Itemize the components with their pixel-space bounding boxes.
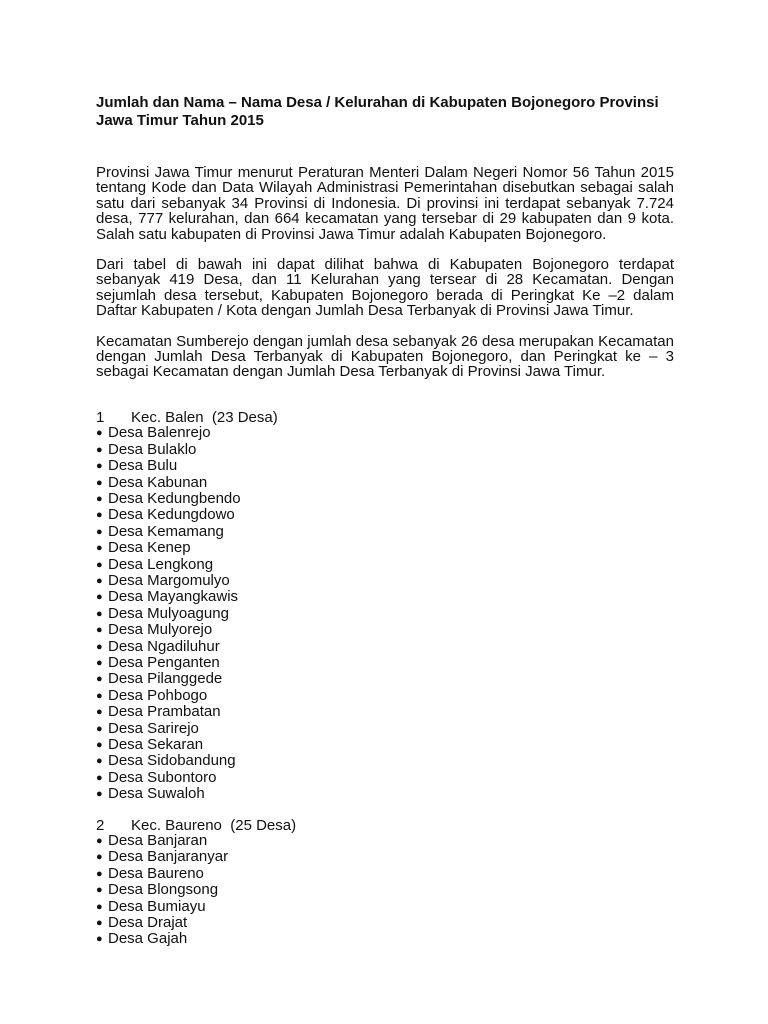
bullet-icon: ● xyxy=(96,900,103,913)
desa-name: Desa Kedungdowo xyxy=(108,506,235,524)
desa-name: Desa Sarirejo xyxy=(108,719,199,737)
bullet-icon: ● xyxy=(96,867,103,880)
desa-name: Desa Pilanggede xyxy=(108,670,223,688)
desa-name: Desa Banjaranyar xyxy=(108,848,229,866)
desa-list-item xyxy=(96,899,674,915)
bullet-icon: ● xyxy=(96,755,103,768)
desa-name: Desa Subontoro xyxy=(108,768,217,786)
desa-list-item xyxy=(96,931,674,947)
desa-list-item xyxy=(96,589,674,605)
bullet-icon: ● xyxy=(96,933,103,946)
desa-list-item xyxy=(96,622,674,638)
desa-name: Desa Bulu xyxy=(108,457,178,475)
desa-list-item xyxy=(96,753,674,769)
desa-name: Desa Lengkong xyxy=(108,555,214,573)
kecamatan-name: Kec. Balen (23 Desa) xyxy=(131,408,278,426)
bullet-icon: ● xyxy=(96,673,103,686)
desa-name: Desa Baureno xyxy=(108,864,204,882)
desa-list-item xyxy=(96,704,674,720)
bullet-icon: ● xyxy=(96,476,103,489)
desa-name: Desa Sidobandung xyxy=(108,752,236,770)
desa-name: Desa Penganten xyxy=(108,653,220,671)
desa-list-item xyxy=(96,606,674,622)
bullet-icon: ● xyxy=(96,835,103,848)
desa-list-item xyxy=(96,540,674,556)
desa-name: Desa Bulaklo xyxy=(108,440,197,458)
desa-list-item xyxy=(96,721,674,737)
desa-name: Desa Gajah xyxy=(108,930,188,948)
desa-list-item xyxy=(96,688,674,704)
bullet-icon: ● xyxy=(96,771,103,784)
desa-list-item xyxy=(96,833,674,849)
bullet-icon: ● xyxy=(96,525,103,538)
bullet-icon: ● xyxy=(96,739,103,751)
desa-name: Desa Kemamang xyxy=(108,522,224,540)
desa-name: Desa Bumiayu xyxy=(108,897,206,915)
desa-list-item xyxy=(96,425,674,441)
desa-list xyxy=(96,833,674,948)
bullet-icon: ● xyxy=(96,460,103,473)
bullet-icon: ● xyxy=(96,492,103,505)
desa-list-item xyxy=(96,507,674,523)
bullet-icon: ● xyxy=(96,443,103,456)
desa-list xyxy=(96,425,674,802)
desa-name: Desa Mulyorejo xyxy=(108,621,213,639)
desa-name: Desa Kabunan xyxy=(108,473,208,491)
desa-name: Desa Kedungbendo xyxy=(108,489,241,507)
desa-name: Desa Drajat xyxy=(108,914,188,932)
bullet-icon: ● xyxy=(96,689,103,702)
bullet-icon: ● xyxy=(96,624,103,637)
desa-list-item xyxy=(96,475,674,491)
desa-name: Desa Mayangkawis xyxy=(108,588,239,606)
desa-name: Desa Prambatan xyxy=(108,703,221,721)
desa-list-item xyxy=(96,671,674,687)
bullet-icon: ● xyxy=(96,884,103,897)
desa-list-item xyxy=(96,458,674,474)
kecamatan-section xyxy=(96,818,674,948)
desa-list-item xyxy=(96,882,674,898)
desa-list-item xyxy=(96,770,674,786)
desa-name: Desa Pohbogo xyxy=(108,686,208,704)
desa-list-item xyxy=(96,849,674,865)
desa-list-item xyxy=(96,557,674,573)
bullet-icon: ● xyxy=(96,788,103,801)
desa-list-item xyxy=(96,786,674,802)
desa-name: Desa Balenrejo xyxy=(108,424,211,442)
desa-list-item xyxy=(96,442,674,458)
desa-list-item xyxy=(96,639,674,655)
bullet-icon: ● xyxy=(96,656,103,669)
bullet-icon: ● xyxy=(96,574,103,587)
desa-list-item xyxy=(96,915,674,931)
kecamatan-name: Kec. Baureno (25 Desa) xyxy=(131,816,297,834)
bullet-icon: ● xyxy=(96,851,103,864)
bullet-icon: ● xyxy=(96,542,103,555)
summary-paragraph: Dari tabel di bawah ini dapat dilihat bahwa di Kabupaten Bojonegoro terdapat sebanyak 419 Desa, dan 11 Kelurahan yang tersear di 28 Kecamatan. Dengan sejumlah desa tersebut, Kabupaten Bojonegoro berada di Peringkat Ke –2 dalam Daftar Kabupaten / Kota dengan Jumlah Desa Terbanyak di Provinsi Jawa Timur. xyxy=(96,256,674,320)
desa-name: Desa Ngadiluhur xyxy=(108,637,220,655)
desa-name: Desa Mulyoagung xyxy=(108,604,229,622)
desa-list-item xyxy=(96,524,674,540)
desa-list-item xyxy=(96,655,674,671)
bullet-icon: ● xyxy=(96,591,103,604)
desa-name: Desa Margomulyo xyxy=(108,571,230,589)
document-page xyxy=(96,94,674,963)
kecamatan-heading xyxy=(96,818,674,833)
kecamatan-number: 1 xyxy=(96,408,105,426)
kecamatan-sections xyxy=(96,410,674,948)
bullet-icon: ● xyxy=(96,427,103,440)
ranking-paragraph: Kecamatan Sumberejo dengan jumlah desa sebanyak 26 desa merupakan Kecamatan dengan Jumlah Desa Terbanyak di Kabupaten Bojonegoro, dan Peringkat ke – 3 sebagai Kecamatan dengan Jumlah Desa Terbanyak di Provinsi Jawa Timur. xyxy=(96,332,674,381)
desa-name: Desa Kenep xyxy=(108,539,191,557)
document-title: Jumlah dan Nama – Nama Desa / Kelurahan di Kabupaten Bojonegoro Provinsi Jawa Timur Tahun 2015 xyxy=(96,94,659,129)
intro-paragraph: Provinsi Jawa Timur menurut Peraturan Menteri Dalam Negeri Nomor 56 Tahun 2015 tentang Kode dan Data Wilayah Administrasi Pemerintahan disebutkan sebagai salah satu dari sebanyak 34 Provinsi di Indonesia. Di provinsi ini terdapat sebanyak 7.724 desa, 777 kelurahan, dan 664 kecamatan yang tersebar di 29 kabupaten dan 9 kota. Salah satu kabupaten di Provinsi Jawa Timur adalah Kabupaten Bojonegoro. xyxy=(96,164,674,243)
desa-list-item xyxy=(96,737,674,753)
bullet-icon: ● xyxy=(96,917,103,930)
bullet-icon: ● xyxy=(96,722,103,735)
desa-name: Desa Banjaran xyxy=(108,832,208,850)
desa-list-item xyxy=(96,573,674,589)
desa-name: Desa Blongsong xyxy=(108,881,219,899)
kecamatan-heading xyxy=(96,410,674,425)
bullet-icon: ● xyxy=(96,706,103,719)
desa-name: Desa Sekaran xyxy=(108,736,204,753)
bullet-icon: ● xyxy=(96,509,103,522)
desa-name: Desa Suwaloh xyxy=(108,785,205,803)
desa-list-item xyxy=(96,866,674,882)
desa-list-item xyxy=(96,491,674,507)
bullet-icon: ● xyxy=(96,558,103,571)
bullet-icon: ● xyxy=(96,640,103,653)
bullet-icon: ● xyxy=(96,607,103,620)
kecamatan-section xyxy=(96,410,674,803)
kecamatan-number: 2 xyxy=(96,816,105,834)
